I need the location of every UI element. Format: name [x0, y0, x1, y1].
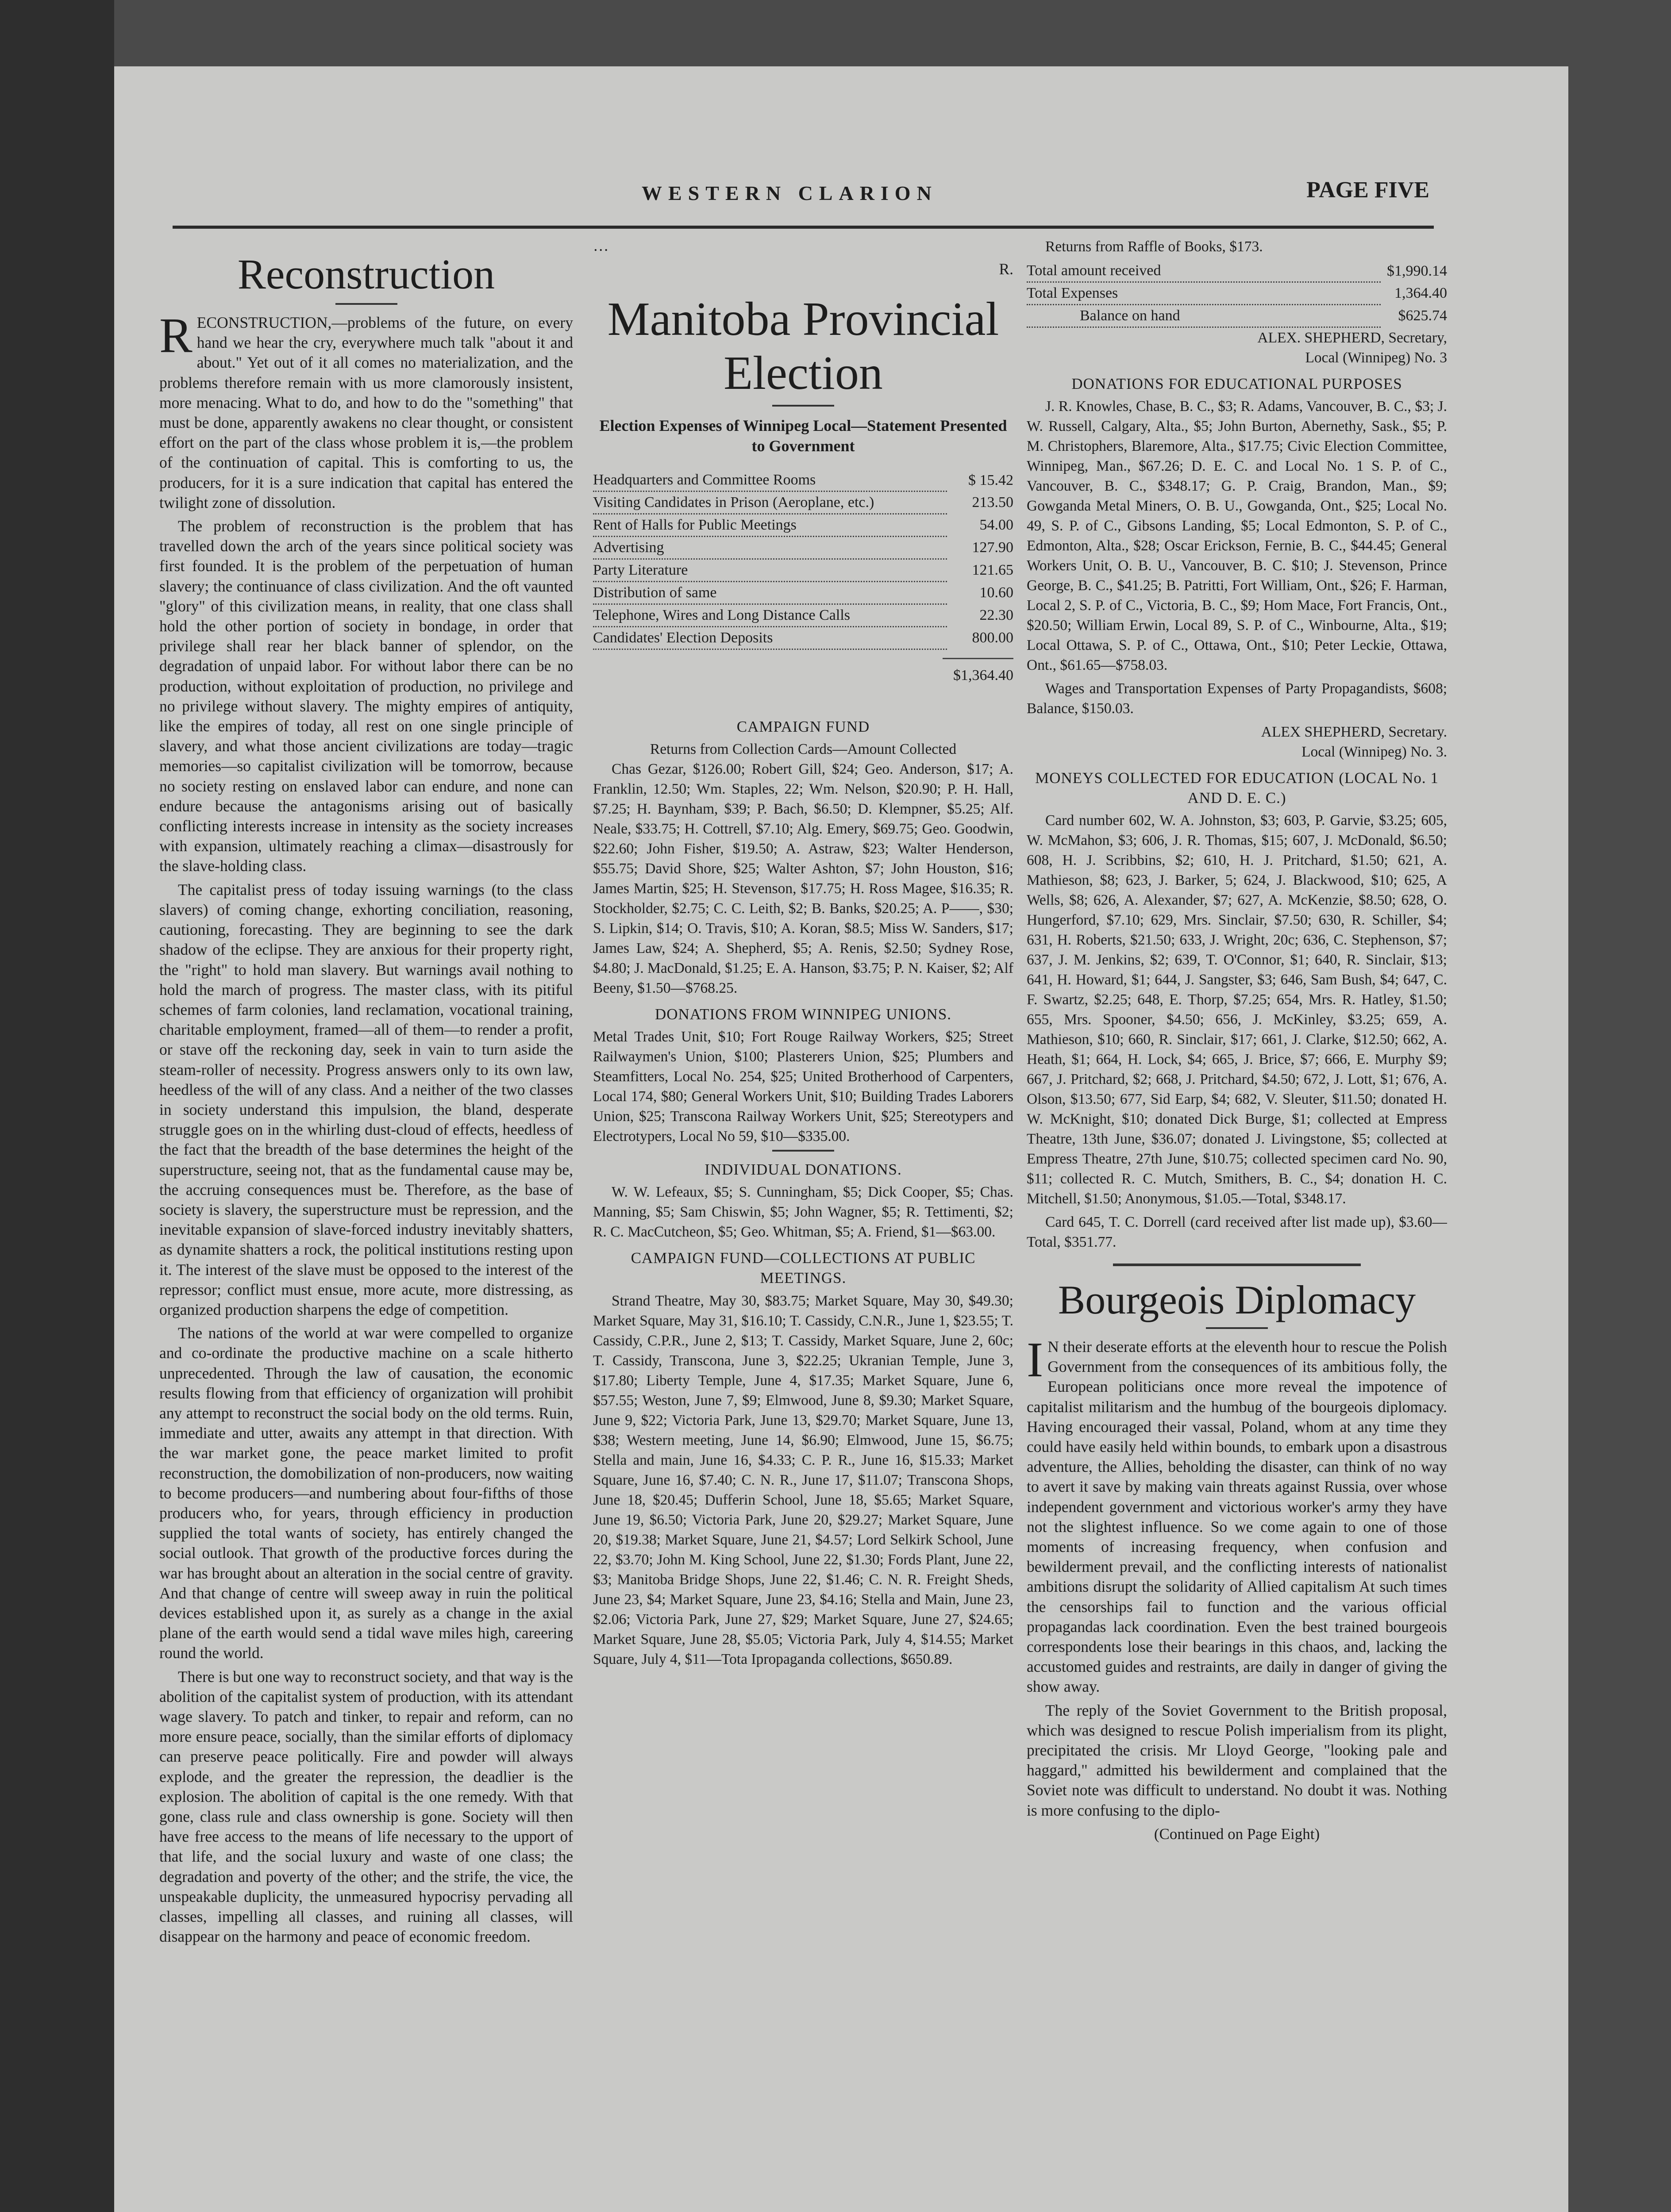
- article-title-bourgeois: Bourgeois Diplomacy: [1058, 1277, 1416, 1322]
- table-row: Advertising 127.90: [593, 537, 1013, 559]
- public-meetings-list: Strand Theatre, May 30, $83.75; Market Square, May 30, $49.30; Market Square, May 31, $16.10; T. Cassidy, C.N.R., June 1, $23.55; T. Cassidy, C.P.R., June 2, $13; T. Cassidy, Market Square, June 2, 60c; T. Cassidy, Transcona, June 3, $22.25; Ukranian Temple, June 3, $17.80; Liberty Temple, June 4, $17.35; Market Square, June 6, $57.55; Weston, June 7, $9; Elmwood, June 8, $9.30; Market Square, June 9, $22; Victoria Park, June 13, $29.70; Market Square, June 13, $38; Western meeting, June 14, $6.90; Elmwood, June 15, $6.75; Stella and main, June 16, $4.33; C. P. R., June 16, $15.33; Market Square, June 16, $7.40; C. N. R., June 17, $11.07; Transcona Shops, June 18, $20.45; Dufferin School, June 18, $5.65; Market Square, June 19, $6.50; Victoria Park, June 20, $29.27; Market Square, June 20, $19.38; Market Square, June 21, $4.57; Lord Selkirk School, June 22, $3.70; John M. King School, June 22, $1.30; Fords Plant, June 22, $3; Manitoba Bridge Shops, June 22, $1.46; C. N. R. Freight Sheds, June 23, $4; Market Square, June 23, $4.16; Stella and Main, June 23, $2.06; Victoria Park, June 27, $29; Market Square, June 27, $24.65; Market Square, June 28, $5.05; Victoria Park, July 4, $14.55; Market Square, July 4, $11—Tota Ipropaganda collections, $650.89.: [593, 1292, 1013, 1667]
- table-row: Party Literature 121.65: [593, 559, 1013, 582]
- wages-line: Wages and Transportation Expenses of Party Propagandists, $608; Balance, $150.03.: [1027, 680, 1447, 717]
- signature-local: Local (Winnipeg) No. 3: [1305, 349, 1447, 366]
- title-rule: [772, 405, 834, 407]
- raffle-line: Returns from Raffle of Books, $173.: [1045, 238, 1263, 255]
- section-heading: CAMPAIGN FUND: [736, 718, 870, 735]
- education-donations-list: J. R. Knowles, Chase, B. C., $3; R. Adams, Vancouver, B. C., $3; J. W. Russell, Calgary, Alta., $5; John Burton, Abernethy, Sask., $5; P. M. Christophers, Blaremore, Alta., $17.75; Civic Election Committee, Winnipeg, Man., $67.26; D. E. C. and Local No. 1 S. P. of C., Vancouver, B. C., $348.17; G. P. Craig, Brandon, Man., $9; Gowganda Metal Miners, O. B. U., Gowganda, Ont., $25; Local No. 49, S. P. of C., Gibsons Landing, $5; Local Edmonton, S. P. of C., Edmonton, Alta., $28; Oscar Erickson, Fernie, B. C., $44.45; General Workers Unit, O. B. U., Vancouver, B. C. $10; J. Stevenson, Prince George, B. C., $41.25; B. Patritti, Fort William, Ont., $26; F. Harman, Local 2, S. P. of C., Victoria, B. C., $9; Hom Mace, Fort Francis, Ont., $20.50; William Erwin, Local 89, S. P. of C., Winbourne, Alta., $19; Local Ottawa, S. P. of C., Ottawa, Ont., $10; Peter Leckie, Ottawa, Ont., $61.65—$758.03.: [1027, 398, 1447, 673]
- expenses-table: [593, 469, 1013, 650]
- title-rule: [335, 303, 397, 305]
- table-row: Total Expenses 1,364.40: [1027, 282, 1447, 305]
- continued-note: (Continued on Page Eight): [1154, 1825, 1320, 1843]
- article-title-manitoba: Manitoba Provincial Election: [607, 293, 999, 400]
- article-paragraph: The problem of reconstruction is the problem that has travelled down the arch of the years since political society was first founded. It is the problem of the perpetuation of human slavery; the continuance of class civilization. And the oft vaunted "glory" of this civilization means, in reality, that one class shall hold the other portion of society in bondage, in order that privilege shall rear her black banner of splendor, on the degradation of unpaid labor. For without labor there can be no production, without exploitation of production, no privilege and no privilege without slavery. The mighty empires of antiquity, like the empires of today, all rest on one single principle of slavery, and what those ancient civilizations are today—tragic memories—so capitalist civilization will be tomorrow, because no society resting on enslaved labor can endure, and none can endure because the antagonisms arising out of basically conflicting interests increase in intensity as the society increases with expansion, ultimately reaching a climax—disastrously for the slave-holding class.: [159, 517, 573, 875]
- expenses-total: $1,364.40: [943, 658, 1013, 685]
- table-row: Visiting Candidates in Prison (Aeroplane, etc.) 213.50: [593, 492, 1013, 514]
- column-1: [159, 237, 573, 2201]
- signature-local: Local (Winnipeg) No. 3.: [1301, 744, 1447, 760]
- table-row: Rent of Halls for Public Meetings 54.00: [593, 514, 1013, 537]
- signature-name: ALEX. SHEPHERD, Secretary,: [1257, 330, 1447, 346]
- section-rule: [772, 1150, 834, 1152]
- masthead: WESTERN CLARION: [642, 182, 938, 204]
- individual-list: W. W. Lefeaux, $5; S. Cunningham, $5; Dick Cooper, $5; Chas. Manning, $5; Sam Chiswin, $5; John Wagner, $5; R. Tettimenti, $2; R. C. MacCutcheon, $5; Geo. Whitman, $5; A. Friend, $1—$63.00.: [593, 1184, 1013, 1240]
- title-rule: [1206, 1327, 1268, 1329]
- section-heading: CAMPAIGN FUND—COLLECTIONS AT PUBLIC MEETINGS.: [631, 1249, 976, 1287]
- table-row: Distribution of same 10.60: [593, 582, 1013, 604]
- section-rule: [1113, 1263, 1361, 1266]
- page-number: PAGE FIVE: [1306, 177, 1429, 203]
- article-paragraph: The nations of the world at war were compelled to organize and co-ordinate the productive machine on a scale hitherto unprecedented. Through the law of causation, the economic results flowing from that efficiency of organization will prohibit any attempt to reconstruct the social body on the old terms. Ruin, immediate and utter, awaits any attempt in that direction. With the war market gone, the peace market limited to profit reconstruction, the domobilization of non-producers, now waiting to become producers—and numbering about four-fifths of those producers who, for years, through efficiency in production supplied the total wants of society, has entirely changed the social outlook. That growth of the productive forces during the war has brought about an alteration in the social centre of gravity. And that change of centre will sweep away in ruin the political devices established upon it, as surely as a change in the axial plane of the earth would send a tidal wave miles high, careering round the world.: [159, 1324, 573, 1662]
- section-heading: INDIVIDUAL DONATIONS.: [705, 1161, 902, 1179]
- drop-cap: R: [159, 308, 193, 363]
- page-header: [173, 177, 1434, 229]
- article-subtitle: Election Expenses of Winnipeg Local—Statement Presented to Government: [599, 417, 1007, 455]
- article-paragraph: I N their deserate efforts at the eleventh hour to rescue the Polish Government from the consequences of its ambitious folly, the European politicians once more reveal the impotence of capitalist militarism and the humbug of the bourgeois diplomacy. Having encouraged their vassal, Poland, whom at any time they could have easily held within bounds, to embark upon a disastrous adventure, the Allies, beholding the disaster, can think of no way to avert it save by making vain threats against Russia, over whose independent government and victorious worker's army they have not the slightest influence. So we come again to one of those moments of increasing frequency, when confusion and bewilderment prevail, and the conflicting interests of nationalist ambitions disrupt the solidarity of Allied capitalism At such times the censorships fail to function and the various official propagandas lack coordination. Even the best trained bourgeois correspondents lose their bearings in this chaos, and, lacking the accustomed guides and restraints, are daily in danger of giving the show away.: [1027, 1333, 1447, 1696]
- card-note: Card 645, T. C. Dorrell (card received after list made up), $3.60—Total, $351.77.: [1027, 1214, 1447, 1250]
- section-heading: DONATIONS FOR EDUCATIONAL PURPOSES: [1071, 375, 1402, 392]
- article-paragraph: The capitalist press of today issuing warnings (to the class slavers) of coming change, exhorting conciliation, reasoning, cautioning, forecasting. They are beginning to see the dark shadow of the eclipse. They are anxious for their property right, the "right" to hold man slavery. But warnings avail nothing to hold the march of progress. The master class, with its pitiful schemes of farm colonies, land reclamation, vocational training, charitable employment, framed—all of them—to render a profit, or stave off the reckoning day, seek in vain to turn aside the steam-roller of necessity. Progress answers only to its own law, heedless of the will of any class. And a neither of the two classes in society understand this impulsion, the bland, desperate struggle goes on in the whirling dust-cloud of effects, heedless of the fact that the breadth of the base determines the height of the superstructure, seeing not, that as the fundamental cause may be, the accruing consequences must be. Therefore, as the base of society is slavery, the superstructure must be repression, and the inevitable expansion of slave-forced industry inevitably shatters, as dynamite shatters a rock, the political institutions resting upon it. The interest of the slave must be opposed to the interest of the repressor; conflict must ensue, more acute, more distressing, as organized production sharpens the edge of competition.: [159, 880, 573, 1318]
- article-paragraph: The reply of the Soviet Government to the British proposal, which was designed to rescue Polish imperialism from its plight, precipitated the crisis. Mr Lloyd George, "looking pale and haggard," admitted his bewilderment and complained that the Soviet note was difficult to understand. No doubt it was. Nothing is more confusing to the diplo-: [1027, 1701, 1447, 1819]
- article-signoff: R.: [999, 260, 1013, 278]
- moneys-collected-list: Card number 602, W. A. Johnston, $3; 603, P. Garvie, $3.25; 605, W. McMahon, $3; 606, J. R. Thomas, $15; 607, J. McDonald, $6.50; 608, H. J. Scribbins, $2; 610, H. J. Pritchard, $1.50; 621, A. Mathieson, $8; 623, J. Barker, 5; 624, J. Blackwood, $10; 625, A Wells, $8; 626, A. Alexander, $7; 627, A. McKenzie, $8.50; 628, O. Hungerford, $7.10; 629, Mrs. Sinclair, $7.50; 630, R. Schiller, $4; 631, H. Roberts, $21.50; 633, J. Wright, 20c; 636, C. Stephenson, $7; 637, J. M. Jenkins, $2; 639, T. O'Connor, $1; 640, R. Sinclair, $13; 641, H. Howard, $1; 644, J. Sangster, $3; 646, Sam Bush, $4; 647, C. F. Swartz, $2.25; 648, E. Thorp, $7.25; 654, Mrs. R. Hatley, $1.50; 655, Mrs. Spooner, $4.50; 656, J. McKinley, $3.25; 659, A. Mathieson, $10; 660, R. Sinclair, $17; 661, J. Clarke, $12.50; 662, A. Heath, $1; 664, H. Lock, $4; 665, J. Brice, $7; 666, E. Murphy $9; 667, J. Pritchard, $2; 668, J. Pritchard, $4.50; 672, J. Lott, $1; 676, A. Olson, $13.50; 677, Sid Earp, $4; 682, V. Sleuter, $11.50; donated H. W. McKnight, $10; donated Dick Burge, $1; collected at Empress Theatre, 13th June, $36.07; donated J. Livingstone, $5; collected at Empress Theatre, 27th June, $10.75; collected specimen card No. 90, $11; collected R. C. Mutch, Smithers, B. C., $4; donation H. C. Mitchell, $1.50; Anonymous, $1.05.—Total, $348.17.: [1027, 812, 1447, 1207]
- table-row: Candidates' Election Deposits 800.00: [593, 627, 1013, 649]
- section-heading: DONATIONS FROM WINNIPEG UNIONS.: [655, 1005, 952, 1023]
- column-2: [593, 237, 1013, 2201]
- article-title-reconstruction: Reconstruction: [237, 250, 495, 298]
- table-row: Balance on hand $625.74: [1027, 305, 1447, 327]
- article-paragraph: RECONSTRUCTION,—problems of the future, on every hand we hear the cry, everywhere much talk "about it and about." Yet out of it all comes no materialization, and the problems therefore remain with us more clamorously insistent, more menacing. What to do, and how to do the "something" that must be done, apparently awakens no clear thought, or consistent effort on the part of the class whose problem it is,—the problem of the continuation of capital. This is comforting to us, the producers, for it is a sure indication that capital has entered the twilight zone of dissolution.: [159, 308, 573, 511]
- unions-list: Metal Trades Unit, $10; Fort Rouge Railway Workers, $25; Street Railwaymen's Union, $100; Plasterers Union, $25; Plumbers and Steamfitters, Local No. 254, $25; United Brotherhood of Carpenters, Local 174, $80; General Workers Unit, $10; Building Trades Laborers Union, $25; Transcona Railway Workers Unit, $25; Stereotypers and Electrotypers, Local No 59, $10—$335.00.: [593, 1029, 1013, 1145]
- column-3: [1027, 237, 1447, 2201]
- section-subheading: Returns from Collection Cards—Amount Collected: [650, 741, 957, 757]
- article-paragraph: There is but one way to reconstruct society, and that way is the abolition of the capitalist system of production, with its attendant wage slavery. To patch and tinker, to repair and reform, can no more ensure peace, socially, than the similar efforts of diplomacy can preserve peace politically. Fire and powder will always explode, and the greater the repression, the deadlier is the explosion. The abolition of capital is the one remedy. With that gone, class rule and class ownership is gone. Society will then have free access to the means of life necessary to the upport of that life, and the social luxury and waste of one class; the degradation and poverty of the other; and the strife, the vice, the unspeakable duplicity, the unmeasured hypocrisy pervading all classes, impelling all classes, and ruining all classes, will disappear on the harmony and peace of economic freedom.: [159, 1667, 573, 1946]
- table-row: Total amount received $1,990.14: [1027, 260, 1447, 282]
- article-continuation: …: [593, 237, 609, 254]
- drop-cap: I: [1027, 1333, 1043, 1387]
- totals-table: [1027, 260, 1447, 328]
- table-row: Telephone, Wires and Long Distance Calls 22.30: [593, 604, 1013, 627]
- signature-name: ALEX SHEPHERD, Secretary.: [1261, 724, 1447, 740]
- section-heading: MONEYS COLLECTED FOR EDUCATION (LOCAL No. 1 AND D. E. C.): [1035, 769, 1439, 806]
- scan-border-left: [0, 0, 114, 2212]
- table-row: Headquarters and Committee Rooms $ 15.42: [593, 469, 1013, 492]
- campaign-fund-list: Chas Gezar, $126.00; Robert Gill, $24; Geo. Anderson, $17; A. Franklin, 12.50; Wm. Staples, 22; Wm. Nelson, $20.90; P. H. Hall, $7.25; H. Baynham, $39; P. Bach, $6.50; D. Klempner, $5.25; Alf. Neale, $33.75; H. Cottrell, $7.10; Alg. Emery, $69.75; Geo. Goodwin, $22.60; John Fisher, $19.50; A. Astraw, $23; Walter Henderson, $55.75; David Shore, $25; Walter Ashton, $7; John Houston, $16; James Martin, $25; H. Stevenson, $17.75; H. Ross Magee, $16.35; R. Stockholder, $2.75; C. C. Leith, $2; B. Banks, $20.25; A. P——, $30; S. Lipkin, $14; O. Travis, $10; A. Koran, $8.5; Miss W. Sanders, $17; James Law, $24; A. Shepherd, $5; A. Renis, $2.50; Sydney Rose, $4.80; J. MacDonald, $1.25; E. A. Hanson, $3.75; P. N. Kaiser, $2; Alf Beeny, $1.50—$768.25.: [593, 760, 1013, 996]
